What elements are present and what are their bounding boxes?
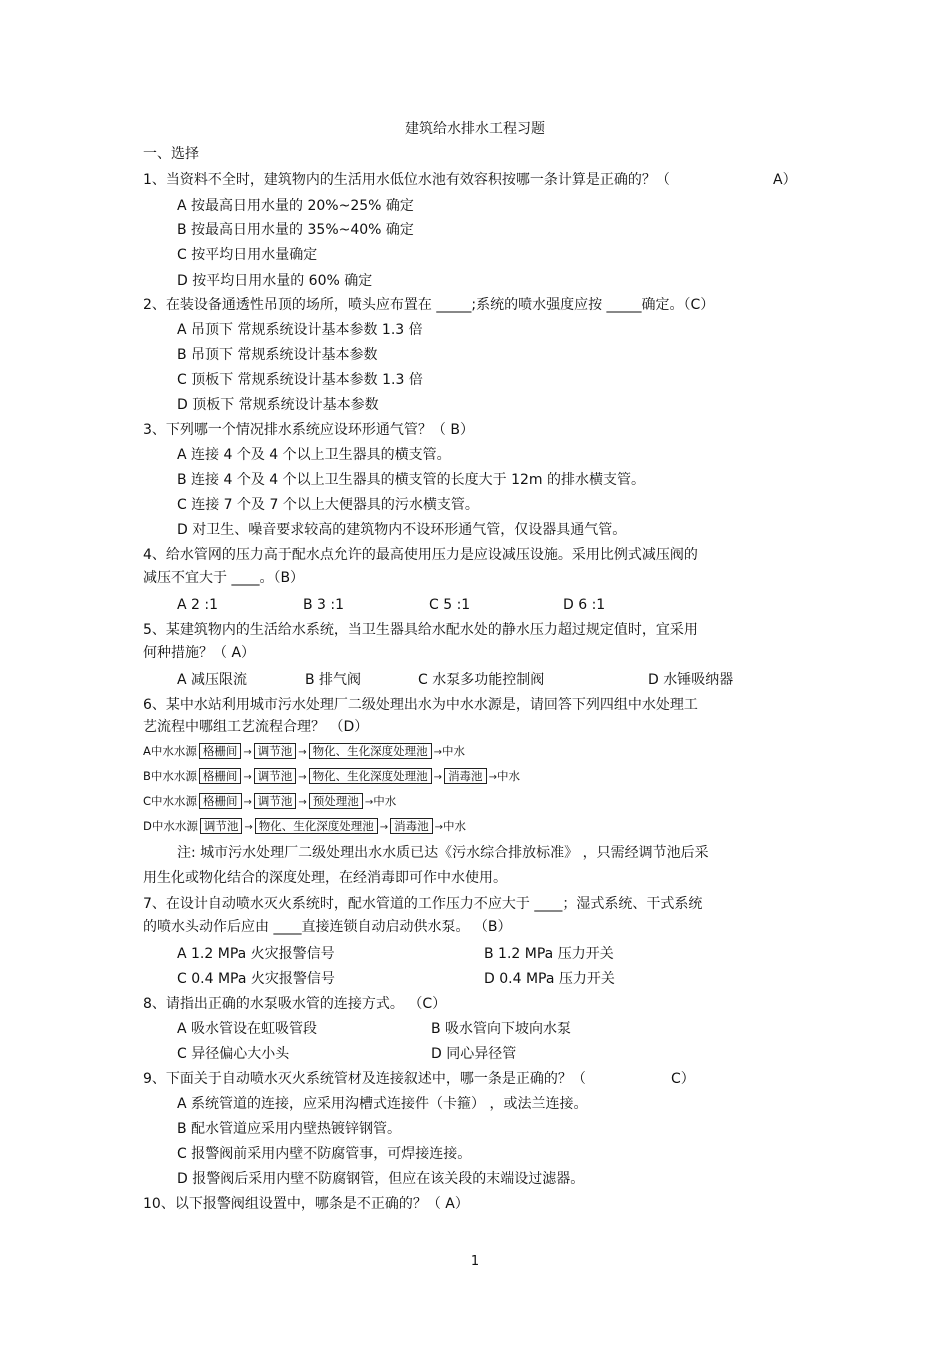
flow-box: 消毒池 (390, 818, 433, 834)
arrow-icon: → (243, 747, 252, 758)
arrow-icon: → (433, 747, 443, 758)
q2-option-d: D 顶板下 常规系统设计基本参数 (177, 397, 379, 413)
q4-option-a: A 2 :1 (177, 597, 219, 613)
q2-stem: 2、在装设备通透性吊顶的场所，喷头应布置在 _____;系统的喷水强度应按 _____确定。（C） (143, 297, 715, 313)
flow-source: C中水水源 (143, 794, 198, 808)
q6-stem-line2: 艺流程中哪组工艺流程合理？ （D） (143, 719, 369, 735)
q3-option-c: C 连接 7 个及 7 个以上大便器具的污水横支管。 (177, 497, 479, 513)
q4-stem-line2: 减压不宜大于 ____。（B） (143, 570, 305, 586)
flow-box: 调节池 (254, 793, 297, 809)
q8-stem: 8、请指出正确的水泵吸水管的连接方式。 （C） (143, 996, 447, 1012)
arrow-icon: → (379, 822, 389, 833)
arrow-icon: → (298, 747, 307, 758)
q7-option-d: D 0.4 MPa 压力开关 (484, 971, 615, 987)
q6-flow-b (143, 767, 520, 787)
arrow-icon: → (243, 797, 252, 808)
q8-option-c: C 异径偏心大小头 (177, 1046, 290, 1062)
q4-option-b: B 3 :1 (303, 597, 345, 613)
q5-stem-line1: 5、某建筑物内的生活给水系统，当卫生器具给水配水处的静水压力超过规定值时，宜采用 (143, 622, 698, 638)
q5-option-a: A 减压限流 (177, 672, 248, 688)
q6-stem-line1: 6、某中水站利用城市污水处理厂二级处理出水为中水水源是，请回答下列四组中水处理工 (143, 697, 698, 713)
arrow-icon: → (298, 797, 307, 808)
q6-flow-c (143, 792, 396, 812)
section-heading: 一、选择 (143, 146, 199, 162)
q5-option-d: D 水锤吸纳器 (648, 672, 734, 688)
q5-option-c: C 水泵多功能控制阀 (418, 672, 545, 688)
q7-option-c: C 0.4 MPa 火灾报警信号 (177, 971, 335, 987)
q10-stem: 10、以下报警阀组设置中，哪条是不正确的？（ A） (143, 1196, 469, 1212)
arrow-icon: → (298, 772, 307, 783)
flow-box: 格栅间 (199, 768, 242, 784)
flow-end: 中水 (496, 769, 520, 783)
q9-option-b: B 配水管道应采用内壁热镀锌钢管。 (177, 1121, 402, 1137)
q7-option-a: A 1.2 MPa 火灾报警信号 (177, 946, 335, 962)
q1-stem: 1、当资料不全时，建筑物内的生活用水低位水池有效容积按哪一条计算是正确的？（ (143, 172, 670, 188)
q6-note-line2: 用生化或物化结合的深度处理，在经消毒即可作中水使用。 (143, 870, 507, 886)
q2-option-c: C 顶板下 常规系统设计基本参数 1.3 倍 (177, 372, 423, 388)
flow-box: 调节池 (200, 818, 243, 834)
q3-option-d: D 对卫生、噪音要求较高的建筑物内不设环形通气管，仅设器具通气管。 (177, 522, 627, 538)
arrow-icon: → (433, 772, 443, 783)
q1-option-b: B 按最高日用水量的 35%~40% 确定 (177, 222, 414, 238)
q1-answer: A） (773, 172, 797, 188)
q7-stem-line2: 的喷水头动作后应由 ____直接连锁自动启动供水泵。 （B） (143, 919, 512, 935)
flow-box: 调节池 (254, 768, 297, 784)
flow-box: 调节池 (254, 743, 297, 759)
flow-box: 物化、生化深度处理池 (255, 818, 378, 834)
flow-box: 物化、生化深度处理池 (309, 743, 432, 759)
q3-stem: 3、下列哪一个情况排水系统应设环形通气管？（ B） (143, 422, 474, 438)
q6-flow-a (143, 742, 465, 762)
flow-source: D中水水源 (143, 819, 198, 833)
q9-option-d: D 报警阀后采用内壁不防腐钢管，但应在该关段的末端设过滤器。 (177, 1171, 585, 1187)
q5-option-b: B 排气阀 (305, 672, 362, 688)
q8-option-a: A 吸水管设在虹吸管段 (177, 1021, 318, 1037)
q8-option-b: B 吸水管向下坡向水泵 (431, 1021, 572, 1037)
q7-option-b: B 1.2 MPa 压力开关 (484, 946, 614, 962)
q4-stem-line1: 4、给水管网的压力高于配水点允许的最高使用压力是应设减压设施。采用比例式减压阀的 (143, 547, 698, 563)
q3-option-a: A 连接 4 个及 4 个以上卫生器具的横支管。 (177, 447, 451, 463)
flow-end: 中水 (373, 794, 397, 808)
q8-option-d: D 同心异径管 (431, 1046, 517, 1062)
flow-source: A中水水源 (143, 744, 197, 758)
q2-option-a: A 吊顶下 常规系统设计基本参数 1.3 倍 (177, 322, 423, 338)
arrow-icon: → (243, 772, 252, 783)
q2-option-b: B 吊顶下 常规系统设计基本参数 (177, 347, 378, 363)
flow-box: 预处理池 (309, 793, 363, 809)
flow-box: 物化、生化深度处理池 (309, 768, 432, 784)
arrow-icon: → (364, 797, 374, 808)
flow-source: B中水水源 (143, 769, 197, 783)
q9-stem: 9、下面关于自动喷水灭火系统管材及连接叙述中，哪一条是正确的？（ (143, 1071, 586, 1087)
q4-option-c: C 5 :1 (429, 597, 471, 613)
q5-stem-line2: 何种措施？（ A） (143, 645, 256, 661)
q1-option-d: D 按平均日用水量的 60% 确定 (177, 273, 373, 289)
flow-end: 中水 (442, 744, 466, 758)
arrow-icon: → (488, 772, 497, 783)
page-number: 1 (470, 1254, 480, 1269)
q6-flow-d (143, 817, 466, 837)
q9-answer: C） (671, 1071, 695, 1087)
q1-option-a: A 按最高日用水量的 20%~25% 确定 (177, 198, 414, 214)
q4-option-d: D 6 :1 (563, 597, 606, 613)
page-title: 建筑给水排水工程习题 (405, 121, 545, 137)
q1-option-c: C 按平均日用水量确定 (177, 247, 318, 263)
q9-option-c: C 报警阀前采用内壁不防腐管事，可焊接连接。 (177, 1146, 472, 1162)
q7-stem-line1: 7、在设计自动喷水灭火系统时，配水管道的工作压力不应大于 ____；湿式系统、干式系统 (143, 896, 703, 912)
arrow-icon: → (434, 822, 444, 833)
flow-box: 消毒池 (444, 768, 487, 784)
flow-box: 格栅间 (199, 793, 242, 809)
arrow-icon: → (244, 822, 253, 833)
q9-option-a: A 系统管道的连接，应采用沟槽式连接件（卡箍） ，或法兰连接。 (177, 1096, 588, 1112)
flow-end: 中水 (443, 819, 467, 833)
q3-option-b: B 连接 4 个及 4 个以上卫生器具的横支管的长度大于 12m 的排水横支管。 (177, 472, 646, 488)
flow-box: 格栅间 (199, 743, 242, 759)
q6-note-line1: 注: 城市污水处理厂二级处理出水水质已达《污水综合排放标准》 ，只需经调节池后采 (177, 845, 709, 861)
